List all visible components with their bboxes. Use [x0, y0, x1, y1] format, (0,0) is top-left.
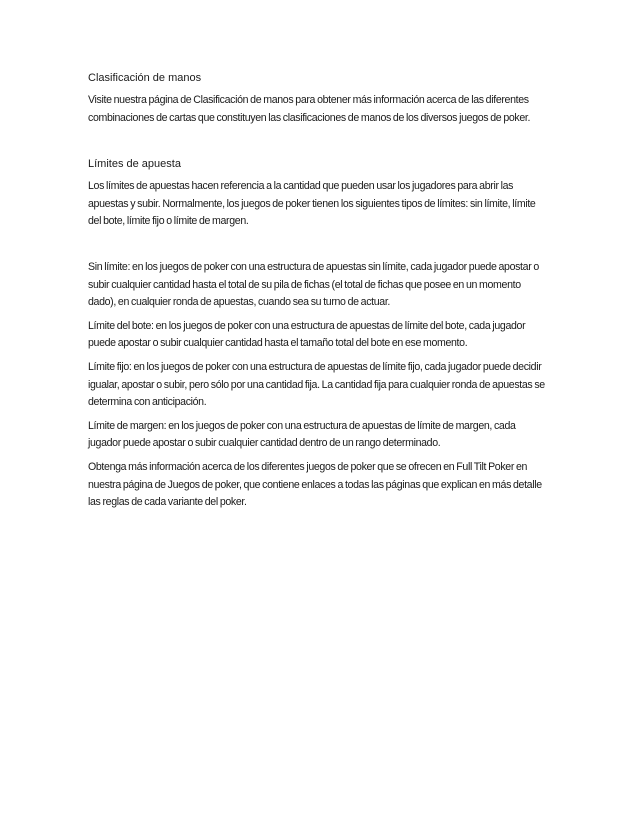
spacer	[88, 133, 550, 156]
paragraph-limite-de-margen: Límite de margen: en los juegos de poker con una estructura de apuestas de límite de margen, cada jugador puede apostar o subir cualquier cantidad dentro de un rango determinado.	[88, 419, 516, 450]
document-page	[88, 70, 550, 518]
paragraph-limites: Los límites de apuestas hacen referencia a la cantidad que pueden usar los jugadores para abrir las apuestas y subir. Normalmente, los juegos de poker tienen los siguientes tipos de límites: sin límite, límite del bote, límite fijo o límite de margen.	[88, 180, 536, 228]
paragraph-limite-fijo: Límite fijo: en los juegos de poker con una estructura de apuestas de límite fijo, cada jugador puede decidir igualar, apostar o subir, pero sólo por una cantidad fija. La cantidad fija para cualquier ronda de apuestas se determina con anticipación.	[88, 360, 545, 409]
paragraph-sin-limite: Sin límite: en los juegos de poker con una estructura de apuestas sin límite, cada jugador puede apostar o subir cualquier cantidad hasta el total de su pila de fichas (el total de fichas que posee en un momento dado), en cualquier ronda de apuestas, cuando sea su turno de actuar.	[88, 260, 539, 309]
paragraph-limite-del-bote: Límite del bote: en los juegos de poker con una estructura de apuestas de límite del bote, cada jugador puede apostar o subir cualquier cantidad hasta el tamaño total del bote en ese momento.	[88, 319, 526, 350]
section-heading-clasificacion: Clasificación de manos	[88, 72, 202, 84]
paragraph-clasificacion: Visite nuestra página de Clasificación de manos para obtener más información acerca de las diferentes combinaciones de cartas que constituyen las clasificaciones de manos de los diversos juegos de poker.	[88, 94, 531, 124]
spacer	[88, 237, 550, 259]
section-heading-limites: Límites de apuesta	[88, 158, 181, 171]
paragraph-closing: Obtenga más información acerca de los diferentes juegos de poker que se ofrecen en Full Tilt Poker en nuestra página de Juegos de poker, que contiene enlaces a todas las páginas que explican en más detalle las reglas de cada variante del poker.	[88, 460, 542, 509]
